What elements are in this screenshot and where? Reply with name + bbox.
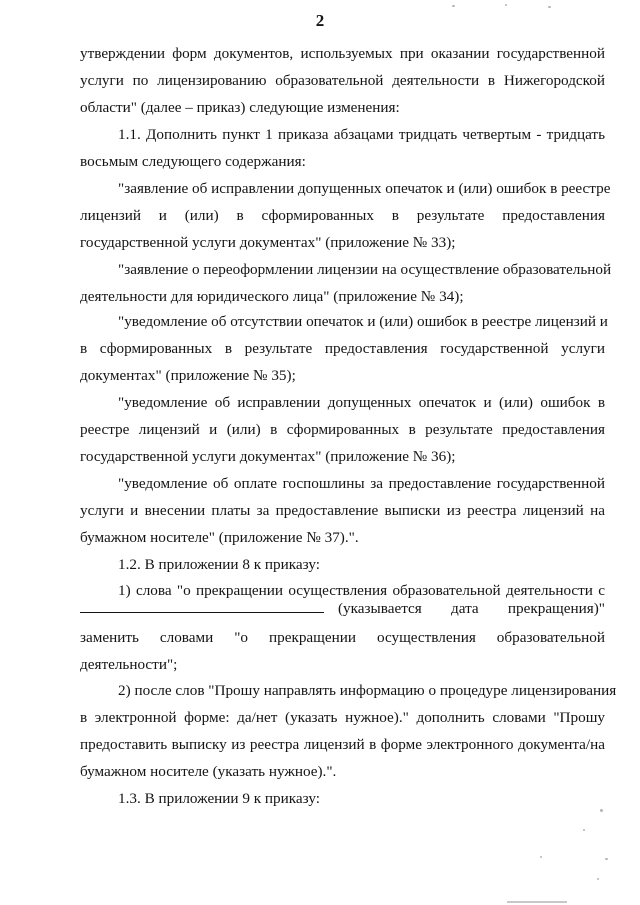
text-line: лицензий и (или) в сформированных в результате предоставления [80, 207, 605, 224]
text-line: (указывается дата прекращения)" [338, 600, 605, 617]
text-line: деятельности"; [80, 656, 178, 673]
scan-edge-mark [507, 901, 567, 903]
text-line: документах" (приложение № 35); [80, 367, 296, 384]
scan-speck [597, 878, 599, 880]
scan-speck [452, 5, 455, 7]
text-line: области" (далее – приказ) следующие изменения: [80, 99, 400, 116]
text-line: 1) слова "о прекращении осуществления образовательной деятельности с [118, 582, 605, 599]
text-line: 1.1. Дополнить пункт 1 приказа абзацами тридцать четвертым - тридцать [118, 126, 605, 143]
text-line: государственной услуги документах" (приложение № 33); [80, 234, 456, 251]
text-line: бумажном носителе" (приложение № 37).". [80, 529, 359, 546]
text-line: услуги по лицензированию образовательной деятельности в Нижегородской [80, 72, 605, 89]
text-line: 2) после слов "Прошу направлять информацию о процедуре лицензирования [118, 682, 617, 699]
text-line: "заявление об исправлении допущенных опечаток и (или) ошибок в реестре [118, 180, 611, 197]
text-line: реестре лицензий и (или) в сформированных в результате предоставления [80, 421, 605, 438]
text-line: в сформированных в результате предоставления государственной услуги [80, 340, 605, 357]
blank-fill-line [80, 612, 324, 613]
scan-speck [605, 858, 608, 860]
text-line: деятельности для юридического лица" (приложение № 34); [80, 288, 464, 305]
text-line: предоставить выписку из реестра лицензий в форме электронного документа/на [80, 736, 605, 753]
scan-speck [540, 856, 542, 858]
text-line: "уведомление об исправлении допущенных опечаток и (или) ошибок в [118, 394, 605, 411]
text-line: в электронной форме: да/нет (указать нужное)." дополнить словами "Прошу [80, 709, 605, 726]
text-line: услуги и внесении платы за предоставление выписки из реестра лицензий на [80, 502, 605, 519]
scan-speck [505, 4, 507, 6]
text-line: "уведомление об оплате госпошлины за предоставление государственной [118, 475, 605, 492]
text-line: 1.2. В приложении 8 к приказу: [118, 556, 320, 573]
text-line: 1.3. В приложении 9 к приказу: [118, 790, 320, 807]
text-line: "уведомление об отсутствии опечаток и (или) ошибок в реестре лицензий и [118, 313, 608, 330]
text-line: "заявление о переоформлении лицензии на осуществление образовательной [118, 261, 612, 278]
page-number: 2 [315, 11, 325, 30]
text-line: восьмым следующего содержания: [80, 153, 306, 170]
text-line: государственной услуги документах" (приложение № 36); [80, 448, 456, 465]
text-line: заменить словами "о прекращении осуществления образовательной [80, 629, 605, 646]
scan-speck [583, 829, 585, 831]
scan-speck [600, 809, 603, 812]
scan-speck [548, 6, 551, 8]
text-line: бумажном носителе (указать нужное).". [80, 763, 337, 780]
text-line: утверждении форм документов, используемых при оказании государственной [80, 45, 605, 62]
